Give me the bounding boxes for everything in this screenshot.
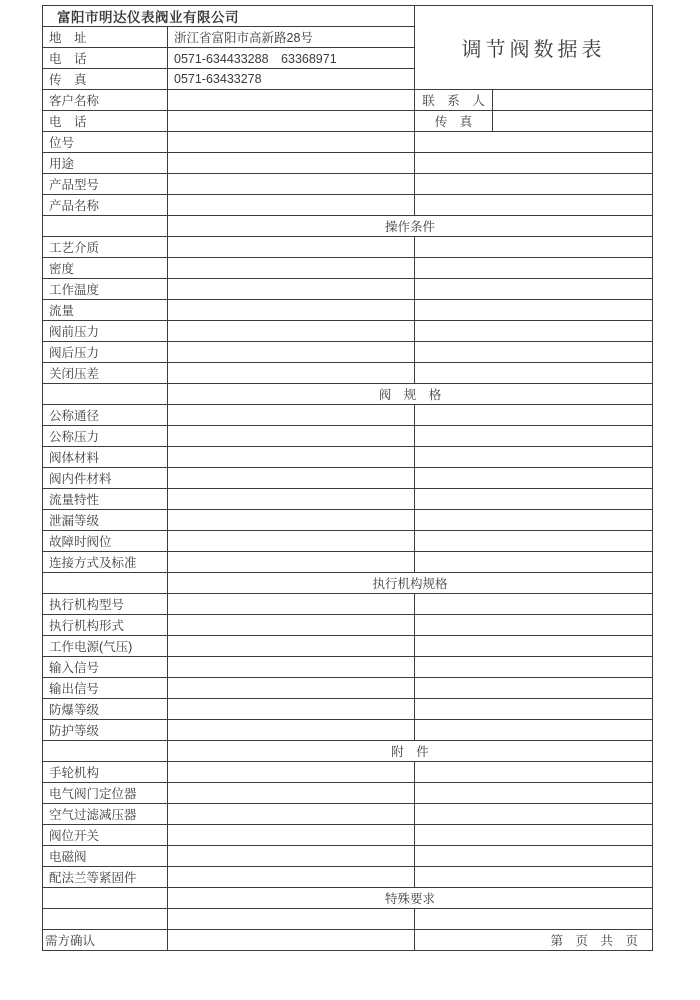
row-value-cell (168, 594, 415, 615)
row-value-cell (168, 678, 415, 699)
row-value-cell-2 (415, 489, 653, 510)
row-value-cell-2 (415, 447, 653, 468)
row-label: 公称压力 (43, 426, 168, 447)
section-label-spacer (43, 384, 168, 405)
form-row (43, 468, 653, 489)
row-value-cell-2 (415, 258, 653, 279)
form-row (43, 195, 653, 216)
row-value-cell (168, 237, 415, 258)
row-value-cell (168, 258, 415, 279)
row-label: 关闭压差 (43, 363, 168, 384)
row-label: 电磁阀 (43, 846, 168, 867)
row-label: 执行机构形式 (43, 615, 168, 636)
row-label: 电气阀门定位器 (43, 783, 168, 804)
form-row (43, 531, 653, 552)
row-value-cell (168, 699, 415, 720)
section-title: 特殊要求 (168, 888, 653, 909)
row-value-cell (168, 636, 415, 657)
customer-fax-label: 传 真 (415, 111, 493, 132)
row-value-cell-2 (415, 909, 653, 930)
section-header-row (43, 216, 653, 237)
fax-label: 传 真 (43, 69, 168, 90)
customer-name-label: 客户名称 (43, 90, 168, 111)
row-label: 手轮机构 (43, 762, 168, 783)
row-value-cell (168, 342, 415, 363)
valve-data-sheet-table (42, 5, 653, 951)
contact-person-cell (493, 90, 653, 111)
page-indicator: 第 页 共 页 (415, 930, 653, 951)
form-row (43, 279, 653, 300)
row-label: 输出信号 (43, 678, 168, 699)
row-label: 连接方式及标准 (43, 552, 168, 573)
form-row (43, 594, 653, 615)
row-label: 工作温度 (43, 279, 168, 300)
section-title: 执行机构规格 (168, 573, 653, 594)
row-label: 防爆等级 (43, 699, 168, 720)
form-row (43, 867, 653, 888)
company-name: 富阳市明达仪表阀业有限公司 (43, 6, 415, 27)
row-value-cell-2 (415, 531, 653, 552)
row-label: 泄漏等级 (43, 510, 168, 531)
row-label: 防护等级 (43, 720, 168, 741)
phone-value: 0571-634433288 63368971 (168, 48, 415, 69)
form-row (43, 657, 653, 678)
row-value-cell-2 (415, 342, 653, 363)
row-value-cell-2 (415, 237, 653, 258)
form-row (43, 321, 653, 342)
row-label: 阀前压力 (43, 321, 168, 342)
form-row (43, 552, 653, 573)
form-row (43, 636, 653, 657)
row-label: 故障时阀位 (43, 531, 168, 552)
row-value-cell-2 (415, 405, 653, 426)
row-value-cell (168, 300, 415, 321)
row-value-cell (168, 867, 415, 888)
row-label: 工作电源(气压) (43, 636, 168, 657)
row-label: 流量特性 (43, 489, 168, 510)
row-value-cell (168, 615, 415, 636)
form-row (43, 258, 653, 279)
row-label: 输入信号 (43, 657, 168, 678)
customer-name-cell (168, 90, 415, 111)
row-label: 密度 (43, 258, 168, 279)
form-row (43, 720, 653, 741)
row-value-cell-2 (415, 363, 653, 384)
row-label: 流量 (43, 300, 168, 321)
row-value-cell (168, 447, 415, 468)
form-row (43, 909, 653, 930)
row-value-cell (168, 363, 415, 384)
form-row (43, 237, 653, 258)
row-value-cell (168, 510, 415, 531)
form-row (43, 678, 653, 699)
section-label-spacer (43, 888, 168, 909)
row-value-cell-2 (415, 195, 653, 216)
row-label: 产品名称 (43, 195, 168, 216)
form-row (43, 174, 653, 195)
form-row (43, 342, 653, 363)
row-value-cell-2 (415, 825, 653, 846)
customer-phone-label: 电 话 (43, 111, 168, 132)
row-label: 阀后压力 (43, 342, 168, 363)
sheet-title: 调节阀数据表 (415, 6, 653, 90)
row-value-cell-2 (415, 552, 653, 573)
row-value-cell (168, 279, 415, 300)
section-header-row (43, 384, 653, 405)
form-row (43, 762, 653, 783)
customer-name-row (43, 90, 653, 111)
buyer-confirm-label: 需方确认 (43, 930, 168, 951)
fax-value: 0571-63433278 (168, 69, 415, 90)
row-value-cell (168, 657, 415, 678)
row-label: 产品型号 (43, 174, 168, 195)
row-value-cell-2 (415, 867, 653, 888)
row-value-cell (168, 489, 415, 510)
row-value-cell-2 (415, 720, 653, 741)
address-value: 浙江省富阳市高新路28号 (168, 27, 415, 48)
form-row (43, 783, 653, 804)
row-value-cell-2 (415, 846, 653, 867)
row-value-cell-2 (415, 174, 653, 195)
row-value-cell-2 (415, 468, 653, 489)
row-value-cell-2 (415, 699, 653, 720)
section-header-row (43, 741, 653, 762)
row-value-cell (168, 720, 415, 741)
row-value-cell (168, 468, 415, 489)
form-row (43, 300, 653, 321)
section-label-spacer (43, 741, 168, 762)
row-value-cell (168, 426, 415, 447)
row-value-cell-2 (415, 132, 653, 153)
row-label: 空气过滤减压器 (43, 804, 168, 825)
row-value-cell (168, 762, 415, 783)
row-label: 工艺介质 (43, 237, 168, 258)
row-value-cell (168, 405, 415, 426)
row-label: 用途 (43, 153, 168, 174)
row-label: 执行机构型号 (43, 594, 168, 615)
row-label: 配法兰等紧固件 (43, 867, 168, 888)
row-value-cell-2 (415, 762, 653, 783)
section-title: 附 件 (168, 741, 653, 762)
row-value-cell (168, 174, 415, 195)
section-title: 阀 规 格 (168, 384, 653, 405)
row-value-cell (168, 552, 415, 573)
contact-person-label: 联 系 人 (415, 90, 493, 111)
form-row (43, 363, 653, 384)
row-value-cell-2 (415, 426, 653, 447)
row-value-cell-2 (415, 636, 653, 657)
form-row (43, 615, 653, 636)
customer-phone-row (43, 111, 653, 132)
buyer-confirm-row (43, 930, 653, 951)
row-label: 位号 (43, 132, 168, 153)
section-header-row (43, 888, 653, 909)
row-value-cell (168, 195, 415, 216)
row-value-cell (168, 531, 415, 552)
row-label: 阀内件材料 (43, 468, 168, 489)
row-value-cell-2 (415, 300, 653, 321)
buyer-confirm-cell (168, 930, 415, 951)
form-row (43, 489, 653, 510)
row-value-cell-2 (415, 678, 653, 699)
section-title: 操作条件 (168, 216, 653, 237)
row-value-cell (168, 909, 415, 930)
row-value-cell-2 (415, 657, 653, 678)
form-row (43, 447, 653, 468)
section-header-row (43, 573, 653, 594)
row-value-cell-2 (415, 783, 653, 804)
row-value-cell (168, 321, 415, 342)
form-row (43, 426, 653, 447)
row-value-cell (168, 804, 415, 825)
section-label-spacer (43, 573, 168, 594)
row-value-cell (168, 153, 415, 174)
row-label: 阀体材料 (43, 447, 168, 468)
form-row (43, 510, 653, 531)
row-value-cell-2 (415, 804, 653, 825)
row-value-cell-2 (415, 594, 653, 615)
form-row (43, 132, 653, 153)
form-row (43, 804, 653, 825)
row-value-cell-2 (415, 153, 653, 174)
row-value-cell-2 (415, 279, 653, 300)
row-value-cell-2 (415, 615, 653, 636)
address-label: 地 址 (43, 27, 168, 48)
customer-phone-cell (168, 111, 415, 132)
row-label: 公称通径 (43, 405, 168, 426)
form-row (43, 846, 653, 867)
row-value-cell-2 (415, 321, 653, 342)
row-label: 阀位开关 (43, 825, 168, 846)
form-row (43, 405, 653, 426)
form-row (43, 153, 653, 174)
row-value-cell (168, 783, 415, 804)
phone-label: 电 话 (43, 48, 168, 69)
customer-fax-cell (493, 111, 653, 132)
row-value-cell (168, 846, 415, 867)
row-value-cell (168, 132, 415, 153)
row-value-cell (168, 825, 415, 846)
form-row (43, 699, 653, 720)
form-row (43, 825, 653, 846)
section-label-spacer (43, 216, 168, 237)
row-value-cell-2 (415, 510, 653, 531)
company-row (43, 6, 653, 27)
row-label (43, 909, 168, 930)
